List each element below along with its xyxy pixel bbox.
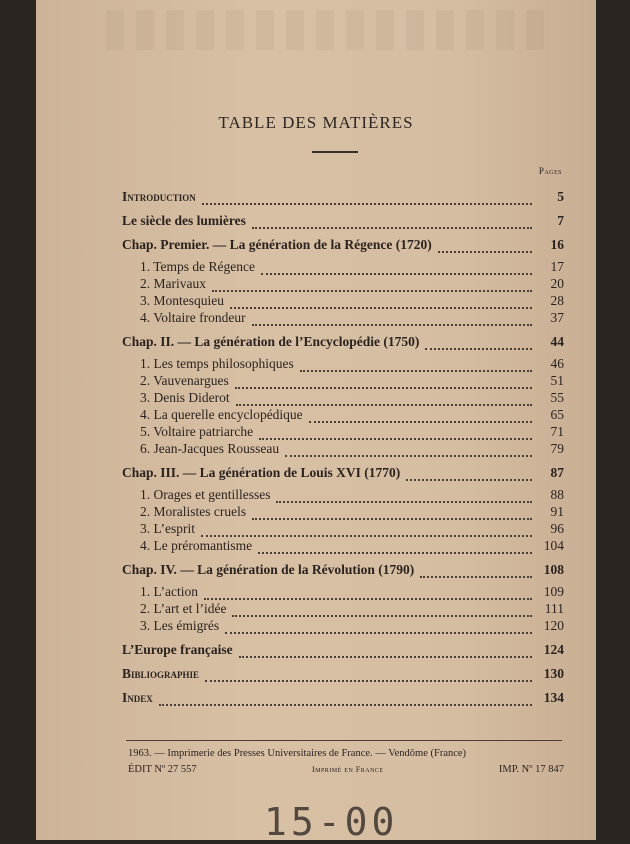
show-through-text — [106, 10, 546, 50]
leader-dots — [252, 507, 532, 520]
leader-dots — [204, 587, 532, 600]
leader-dots — [201, 524, 532, 537]
leader-dots — [300, 359, 532, 372]
toc-page: 20 — [550, 276, 564, 291]
toc-label: Chap. IV. — La génération de la Révolution (1790) — [122, 562, 415, 577]
toc-label: Bibliographie — [122, 666, 200, 681]
toc-label: L’Europe française — [122, 642, 233, 657]
book-page — [36, 0, 596, 844]
toc-entry-index — [122, 689, 564, 706]
toc-label: 3. L’esprit — [140, 521, 195, 536]
toc-section — [122, 537, 564, 554]
leader-dots — [406, 468, 532, 481]
toc-label: 3. Denis Diderot — [140, 390, 230, 405]
toc-page: 51 — [550, 373, 564, 388]
table-of-contents — [122, 188, 564, 706]
leader-dots — [236, 393, 532, 406]
toc-page: 16 — [550, 237, 564, 252]
toc-label: 1. L’action — [140, 584, 198, 599]
title-divider — [312, 151, 358, 153]
pages-column-header: Pages — [538, 166, 562, 176]
toc-page: 46 — [550, 356, 564, 371]
toc-page: 71 — [550, 424, 564, 439]
toc-section — [122, 583, 564, 600]
toc-label: 1. Les temps philosophiques — [140, 356, 294, 371]
toc-page: 55 — [550, 390, 564, 405]
toc-section — [122, 275, 564, 292]
toc-section — [122, 486, 564, 503]
leader-dots — [309, 410, 532, 423]
toc-label: Introduction — [122, 189, 196, 204]
footer-divider — [126, 740, 562, 741]
toc-label: 2. L’art et l’idée — [140, 601, 227, 616]
toc-entry-siecle — [122, 212, 564, 229]
leader-dots — [420, 565, 532, 578]
leader-dots — [425, 337, 532, 350]
toc-page: 87 — [550, 465, 564, 480]
toc-page: 79 — [550, 441, 564, 456]
toc-label: 2. Moralistes cruels — [140, 504, 247, 519]
toc-page: 65 — [550, 407, 564, 422]
toc-label: Le siècle des lumières — [122, 213, 246, 228]
toc-label: Chap. III. — La génération de Louis XVI (1770) — [122, 465, 401, 480]
toc-label: Chap. II. — La génération de l’Encyclopédie (1750) — [122, 334, 420, 349]
toc-page: 111 — [544, 601, 564, 616]
toc-page: 37 — [550, 310, 564, 325]
leader-dots — [225, 621, 532, 634]
toc-page: 124 — [543, 642, 564, 657]
toc-label: 5. Voltaire patriarche — [140, 424, 254, 439]
leader-dots — [205, 669, 532, 682]
toc-label: 4. Le préromantisme — [140, 538, 253, 553]
toc-section — [122, 617, 564, 634]
toc-label: 3. Montesquieu — [140, 293, 224, 308]
toc-section — [122, 258, 564, 275]
toc-section — [122, 389, 564, 406]
toc-chapter-4 — [122, 561, 564, 578]
toc-page: 44 — [550, 334, 564, 349]
toc-page: 96 — [550, 521, 564, 536]
leader-dots — [202, 192, 532, 205]
leader-dots — [261, 262, 532, 275]
toc-label: Index — [122, 690, 153, 705]
toc-entry-introduction — [122, 188, 564, 205]
toc-entry-europe — [122, 641, 564, 658]
toc-chapter-3 — [122, 464, 564, 481]
toc-label: Chap. Premier. — La génération de la Régence (1720) — [122, 237, 432, 252]
toc-section — [122, 355, 564, 372]
toc-chapter-1 — [122, 236, 564, 253]
toc-section — [122, 600, 564, 617]
leader-dots — [438, 240, 532, 253]
toc-section — [122, 406, 564, 423]
toc-label: 1. Temps de Régence — [140, 259, 256, 274]
toc-section — [122, 292, 564, 309]
leader-dots — [258, 541, 532, 554]
toc-label: 4. Voltaire frondeur — [140, 310, 246, 325]
toc-label: 6. Jean-Jacques Rousseau — [140, 441, 280, 456]
toc-page: 120 — [543, 618, 564, 633]
edit-number: ÉDIT Nº 27 557 — [128, 764, 197, 775]
handwritten-price: 15-00 — [264, 800, 399, 844]
toc-page: 91 — [550, 504, 564, 519]
leader-dots — [235, 376, 532, 389]
toc-label: 2. Marivaux — [140, 276, 206, 291]
toc-section — [122, 440, 564, 457]
toc-chapter-2 — [122, 333, 564, 350]
edition-line — [128, 764, 564, 775]
leader-dots — [159, 693, 532, 706]
toc-section — [122, 520, 564, 537]
leader-dots — [259, 427, 532, 440]
printer-line: 1963. — Imprimerie des Presses Universitaires de France. — Vendôme (France) — [128, 748, 467, 759]
toc-label: 3. Les émigrés — [140, 618, 220, 633]
toc-section — [122, 423, 564, 440]
toc-section — [122, 309, 564, 326]
leader-dots — [276, 490, 532, 503]
toc-page: 104 — [543, 538, 564, 553]
toc-page: 109 — [543, 584, 564, 599]
toc-page: 5 — [557, 189, 564, 204]
leader-dots — [239, 645, 532, 658]
toc-page: 17 — [550, 259, 564, 274]
toc-page: 134 — [543, 690, 564, 705]
leader-dots — [232, 604, 532, 617]
toc-page: 7 — [557, 213, 564, 228]
page-title: TABLE DES MATIÈRES — [218, 113, 414, 132]
toc-label: 1. Orages et gentillesses — [140, 487, 271, 502]
toc-entry-bibliographie — [122, 665, 564, 682]
imp-number: IMP. Nº 17 847 — [498, 764, 564, 775]
toc-label: 2. Vauvenargues — [140, 373, 229, 388]
printed-in-france: Imprimé en France — [311, 765, 384, 774]
leader-dots — [252, 313, 532, 326]
leader-dots — [230, 296, 532, 309]
leader-dots — [285, 444, 532, 457]
toc-page: 28 — [550, 293, 564, 308]
toc-label: 4. La querelle encyclopédique — [140, 407, 303, 422]
leader-dots — [212, 279, 532, 292]
toc-section — [122, 372, 564, 389]
toc-page: 88 — [550, 487, 564, 502]
toc-page: 130 — [543, 666, 564, 681]
toc-section — [122, 503, 564, 520]
toc-page: 108 — [543, 562, 564, 577]
leader-dots — [252, 216, 532, 229]
